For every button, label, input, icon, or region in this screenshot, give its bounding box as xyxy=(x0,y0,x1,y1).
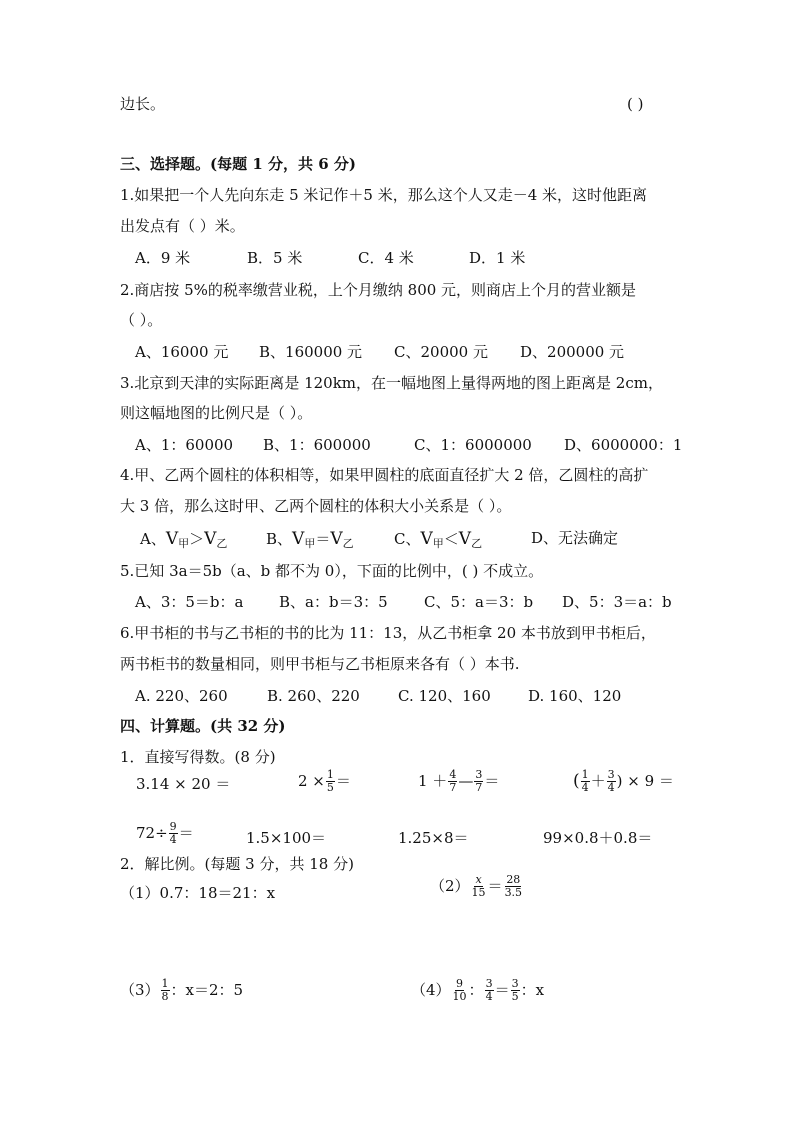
p2-fraction-2 xyxy=(504,874,524,898)
e5-pre: 72÷ xyxy=(136,823,168,842)
p4-n2: 3 xyxy=(485,977,493,990)
e3-fraction-2 xyxy=(474,769,483,793)
p2-fraction-1 xyxy=(471,874,487,898)
q1-option-b: B．5 米 xyxy=(247,249,303,267)
calc-expr-2 xyxy=(298,769,351,793)
q6-option-c: C. 120、160 xyxy=(398,687,491,705)
q4-line1: 4.甲、乙两个圆柱的体积相等，如果甲圆柱的底面直径扩大 2 倍，乙圆柱的高扩 xyxy=(120,466,649,484)
e3-fraction-1 xyxy=(448,769,457,793)
section-4-title: 四、计算题。(共 32 分) xyxy=(120,717,286,735)
q3-line2: 则这幅地图的比例尺是（ ）。 xyxy=(120,404,313,422)
question-tail: 边长。 xyxy=(120,95,166,113)
e2-den: 5 xyxy=(326,780,334,794)
p4-d3: 5 xyxy=(511,989,519,1003)
p2-d1: 15 xyxy=(471,885,486,899)
calc-expr-3 xyxy=(418,769,499,793)
part1-title: 1．直接写得数。(8 分) xyxy=(120,748,276,766)
q5-option-d: D、5：3＝a：b xyxy=(562,593,672,611)
e4-open: ( xyxy=(573,770,580,791)
p3-pre: （3） xyxy=(120,980,160,999)
q2-option-c: C、20000 元 xyxy=(394,343,488,361)
e2-post: ＝ xyxy=(335,771,351,790)
q3-option-b: B、1：600000 xyxy=(263,436,371,454)
q2-line2: （ ）。 xyxy=(120,311,163,329)
calc-expr-5 xyxy=(136,821,194,845)
q4-a-v2: V xyxy=(204,529,217,549)
e4-post: ) × 9 ＝ xyxy=(616,771,674,790)
q6-line1: 6.甲书柜的书与乙书柜的书的比为 11：13，从乙书柜拿 20 本书放到甲书柜后， xyxy=(120,624,656,642)
e2-fraction xyxy=(326,769,335,793)
q2-option-a: A、16000 元 xyxy=(135,343,229,361)
p4-fraction-2 xyxy=(485,978,494,1002)
q5-option-a: A、3：5＝b：a xyxy=(135,593,244,611)
q4-b-prefix: B、 xyxy=(266,530,293,548)
p2-d2: 3.5 xyxy=(504,885,523,899)
q3-option-c: C、1：6000000 xyxy=(414,436,532,454)
e4-d1: 4 xyxy=(581,780,589,794)
e5-fraction xyxy=(169,821,178,845)
section-3-title: 三、选择题。(每题 1 分，共 6 分) xyxy=(120,155,356,173)
q5-line1: 5.已知 3a＝5b（a、b 都不为 0），下面的比例中，( ) 不成立。 xyxy=(120,562,544,580)
p3-post: ：x＝2：5 xyxy=(170,980,244,999)
q2-option-b: B、160000 元 xyxy=(259,343,363,361)
proportion-4 xyxy=(411,978,544,1002)
q4-a-v1: V xyxy=(165,529,179,549)
q5-option-c: C、5：a＝3：b xyxy=(424,593,534,611)
e3-post: ＝ xyxy=(484,771,500,790)
calc-expr-8: 99×0.8＋0.8＝ xyxy=(543,829,653,847)
part2-title: 2．解比例。(每题 3 分，共 18 分) xyxy=(120,855,354,873)
proportion-2 xyxy=(430,874,524,898)
q6-option-d: D. 160、120 xyxy=(528,687,622,705)
q4-option-a xyxy=(140,531,227,548)
p4-n3: 3 xyxy=(511,977,519,990)
q4-option-c xyxy=(394,531,482,548)
q4-a-op: ＞ xyxy=(189,530,205,548)
q2-line1: 2.商店按 5%的税率缴营业税，上个月缴纳 800 元，则商店上个月的营业额是 xyxy=(120,281,637,299)
q6-option-a: A. 220、260 xyxy=(135,687,228,705)
q4-a-s2: 乙 xyxy=(216,537,228,550)
q4-c-s2: 乙 xyxy=(471,537,483,550)
p4-d1: 10 xyxy=(452,989,467,1003)
calc-expr-7: 1.25×8＝ xyxy=(398,829,469,847)
p3-num: 1 xyxy=(161,977,169,990)
e4-d2: 4 xyxy=(607,780,615,794)
q1-option-a: A．9 米 xyxy=(135,249,191,267)
q5-option-b: B、a：b＝3：5 xyxy=(279,593,388,611)
e4-fraction-1 xyxy=(581,769,590,793)
q4-b-op: ＝ xyxy=(315,530,331,548)
e3-n2: 3 xyxy=(475,768,483,781)
q4-option-b xyxy=(266,531,354,548)
q4-c-v2: V xyxy=(458,529,472,549)
q1-option-d: D．1 米 xyxy=(469,249,526,267)
e4-op: ＋ xyxy=(590,771,606,790)
q3-option-a: A、1：60000 xyxy=(135,436,234,454)
e5-post: ＝ xyxy=(178,823,194,842)
e3-n1: 4 xyxy=(449,768,457,781)
q4-b-v1: V xyxy=(292,529,305,549)
q4-option-d: D、无法确定 xyxy=(531,529,619,547)
q6-line2: 两书柜书的数量相同，则甲书柜与乙书柜原来各有（ ）本书. xyxy=(120,655,520,673)
p4-d2: 4 xyxy=(485,989,493,1003)
p4-fraction-3 xyxy=(511,978,520,1002)
e3-d2: 7 xyxy=(475,780,483,794)
q4-c-s1: 甲 xyxy=(432,537,444,550)
q1-line1: 1.如果把一个人先向东走 5 米记作＋5 米，那么这个人又走－4 米，这时他距离 xyxy=(120,186,648,204)
p2-n2: 28 xyxy=(506,873,521,886)
p2-pre: （2） xyxy=(430,876,470,895)
e3-pre: 1 ＋ xyxy=(418,771,448,790)
p2-eq: ＝ xyxy=(487,876,503,895)
p2-n1: x xyxy=(475,873,482,886)
q1-option-c: C．4 米 xyxy=(358,249,414,267)
p4-fraction-1 xyxy=(452,978,468,1002)
e3-op: — xyxy=(458,771,474,790)
q4-c-v1: V xyxy=(420,529,433,549)
q4-a-s1: 甲 xyxy=(178,537,190,550)
proportion-3 xyxy=(120,978,243,1002)
p4-n1: 9 xyxy=(456,977,464,990)
calc-expr-1: 3.14 × 20 ＝ xyxy=(136,775,231,793)
q4-c-op: ＜ xyxy=(443,530,459,548)
e5-num: 9 xyxy=(169,820,177,833)
answer-paren: ( ) xyxy=(627,95,644,113)
q2-option-d: D、200000 元 xyxy=(520,343,625,361)
p3-den: 8 xyxy=(161,989,169,1003)
e4-n2: 3 xyxy=(607,768,615,781)
p4-eq: ＝ xyxy=(494,980,510,999)
p4-pre: （4） xyxy=(411,980,451,999)
q4-b-s1: 甲 xyxy=(304,537,316,550)
e2-pre: 2 × xyxy=(298,771,325,790)
q4-b-s2: 乙 xyxy=(342,537,354,550)
calc-expr-4 xyxy=(573,769,674,793)
q6-option-b: B. 260、220 xyxy=(267,687,360,705)
q3-line1: 3.北京到天津的实际距离是 120km，在一幅地图上量得两地的图上距离是 2cm， xyxy=(120,374,663,392)
proportion-1: （1）0.7：18＝21：x xyxy=(120,884,276,902)
calc-expr-6: 1.5×100＝ xyxy=(246,829,327,847)
e5-den: 4 xyxy=(169,832,177,846)
q4-b-v2: V xyxy=(330,529,343,549)
q1-line2: 出发点有（ ）米。 xyxy=(120,217,245,235)
p3-fraction xyxy=(161,978,170,1002)
e4-n1: 1 xyxy=(581,768,589,781)
e4-fraction-2 xyxy=(607,769,616,793)
q4-a-prefix: A、 xyxy=(140,530,166,548)
e2-num: 1 xyxy=(326,768,334,781)
e3-d1: 7 xyxy=(449,780,457,794)
p4-colon: ： xyxy=(468,980,484,999)
q4-c-prefix: C、 xyxy=(394,530,421,548)
q3-option-d: D、6000000：1 xyxy=(564,436,683,454)
p4-post: ：x xyxy=(520,980,545,999)
q4-line2: 大 3 倍，那么这时甲、乙两个圆柱的体积大小关系是（ ）。 xyxy=(120,497,512,515)
